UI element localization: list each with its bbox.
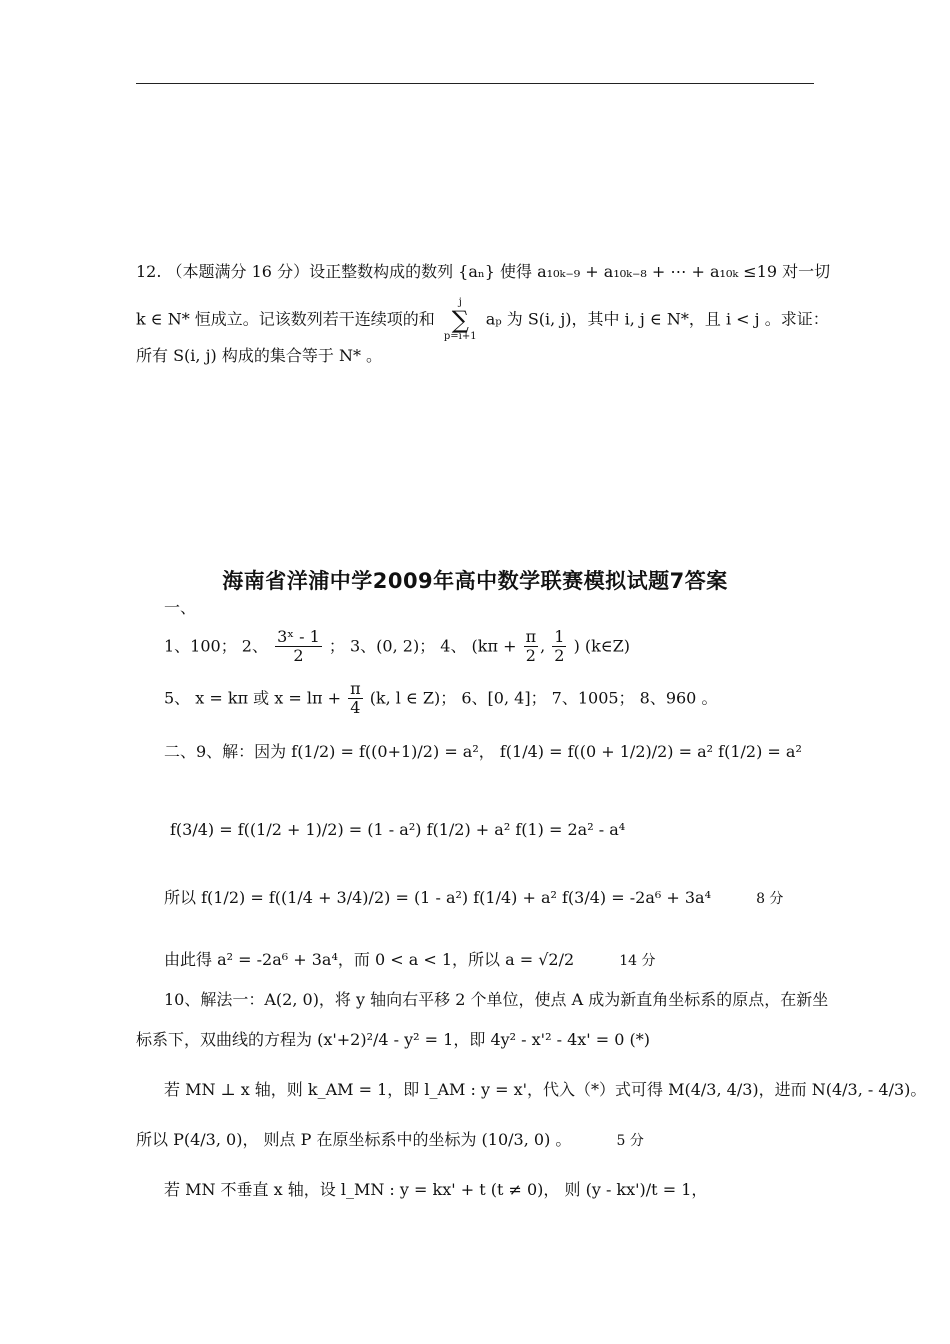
q10-line4 [136, 1130, 826, 1150]
summation-symbol [444, 298, 477, 342]
answer4-suffix: ) (k∈Z) [573, 636, 631, 656]
answer4-half-numerator: 1 [554, 627, 565, 646]
section1-label: 一、 [164, 598, 197, 617]
answer2-numerator: 3ˣ - 1 [277, 627, 320, 646]
q9-line4 [164, 950, 854, 970]
answer5-denominator: 4 [350, 698, 361, 718]
problem12-line2 [136, 297, 829, 342]
answer5-prefix: 5、 x = kπ 或 x = lπ + [164, 688, 341, 708]
q9-score-14: 14 分 [619, 953, 656, 969]
q10-line2: 标系下，双曲线的方程为 (x'+2)²/4 - y² = 1，即 4y² - x'² - 4x' = 0 (*) [136, 1030, 650, 1049]
q9-score-8: 8 分 [756, 891, 784, 907]
sigma-glyph: ∑ [451, 306, 469, 334]
answer4-pi-numerator: π [525, 627, 537, 646]
answer2-denominator: 2 [293, 646, 304, 666]
q10-line1: 10、解法一：A(2, 0)，将 y 轴向右平移 2 个单位，使点 A 成为新直角坐标系的原点，在新坐 [164, 990, 829, 1009]
header-rule [136, 83, 814, 84]
q10-line3: 若 MN ⊥ x 轴，则 k_AM = 1，即 l_AM : y = x'，代入（*）式可得 M(4/3, 4/3)，进而 N(4/3, - 4/3)。 [164, 1080, 927, 1099]
q10-line4-text: 所以 P(4/3, 0)， 则点 P 在原坐标系中的坐标为 (10/3, 0) 。 [136, 1130, 572, 1149]
q9-line3 [164, 888, 854, 908]
problem12-line3: 所有 S(i, j) 构成的集合等于 N* 。 [136, 346, 383, 365]
problem12-line1: 12. （本题满分 16 分）设正整数构成的数列 {aₙ} 使得 a₁₀ₖ₋₉ + a₁₀ₖ₋₈ + ⋯ + a₁₀ₖ ≤19 对一切 [136, 262, 831, 281]
answers-1-2-prefix: 1、100； 2、 [164, 636, 268, 656]
section1-line1: 1、100； 2、 $\frac{\text{3ˣ - 1}}{2}$ ； 3、(0, 2)； 4、 (kπ + $\frac{\pi}{2}$ , $\frac{1}{2}$ ) (k∈Z) [164, 627, 631, 666]
q10-score-5: 5 分 [616, 1133, 644, 1149]
q9-line2: f(3/4) = f((1/2 + 1)/2) = (1 - a²) f(1/2) + a² f(1) = 2a² - a⁴ [170, 820, 626, 839]
q9-line3-text: 所以 f(1/2) = f((1/4 + 3/4)/2) = (1 - a²) f(1/4) + a² f(3/4) = -2a⁶ + 3a⁴ [164, 888, 711, 907]
answer5-fraction [348, 680, 363, 718]
section1-line2 [164, 680, 854, 718]
answers-3-4-text: ； 3、(0, 2)； 4、 (kπ + [328, 636, 517, 656]
q9-line4-text: 由此得 a² = -2a⁶ + 3a⁴，而 0 < a < 1，所以 a = √2/2 [164, 950, 575, 969]
sum-lower-index: p=i+1 [443, 331, 477, 342]
answer4-half-denominator: 2 [554, 646, 565, 666]
problem12-line2-start: k ∈ N* 恒成立。记该数列若干连续项的和 [136, 309, 435, 329]
problem12-line2-end: aₚ 为 S(i, j)，其中 i, j ∈ N*，且 i < j 。求证： [485, 309, 829, 329]
answer-title: 海南省洋浦中学2009年高中数学联赛模拟试题7答案 [222, 569, 728, 593]
q9-line1: 二、9、解：因为 f(1/2) = f((0+1)/2) = a²， f(1/4) = f((0 + 1/2)/2) = a² f(1/2) = a² [164, 742, 802, 761]
answer4-fraction-pi [524, 628, 539, 666]
answer4-pi-denominator: 2 [525, 646, 536, 666]
answer2-fraction [275, 628, 322, 666]
q10-line5: 若 MN 不垂直 x 轴，设 l_MN : y = kx' + t (t ≠ 0)， 则 (y - kx')/t = 1， [164, 1180, 708, 1199]
sum-upper-index: j [458, 297, 462, 308]
answer4-fraction-half [552, 628, 566, 666]
answer5-numerator: π [350, 679, 361, 698]
answers-5-8-suffix: (k, l ∈ Z)； 6、[0, 4]； 7、1005； 8、960 。 [369, 688, 718, 708]
